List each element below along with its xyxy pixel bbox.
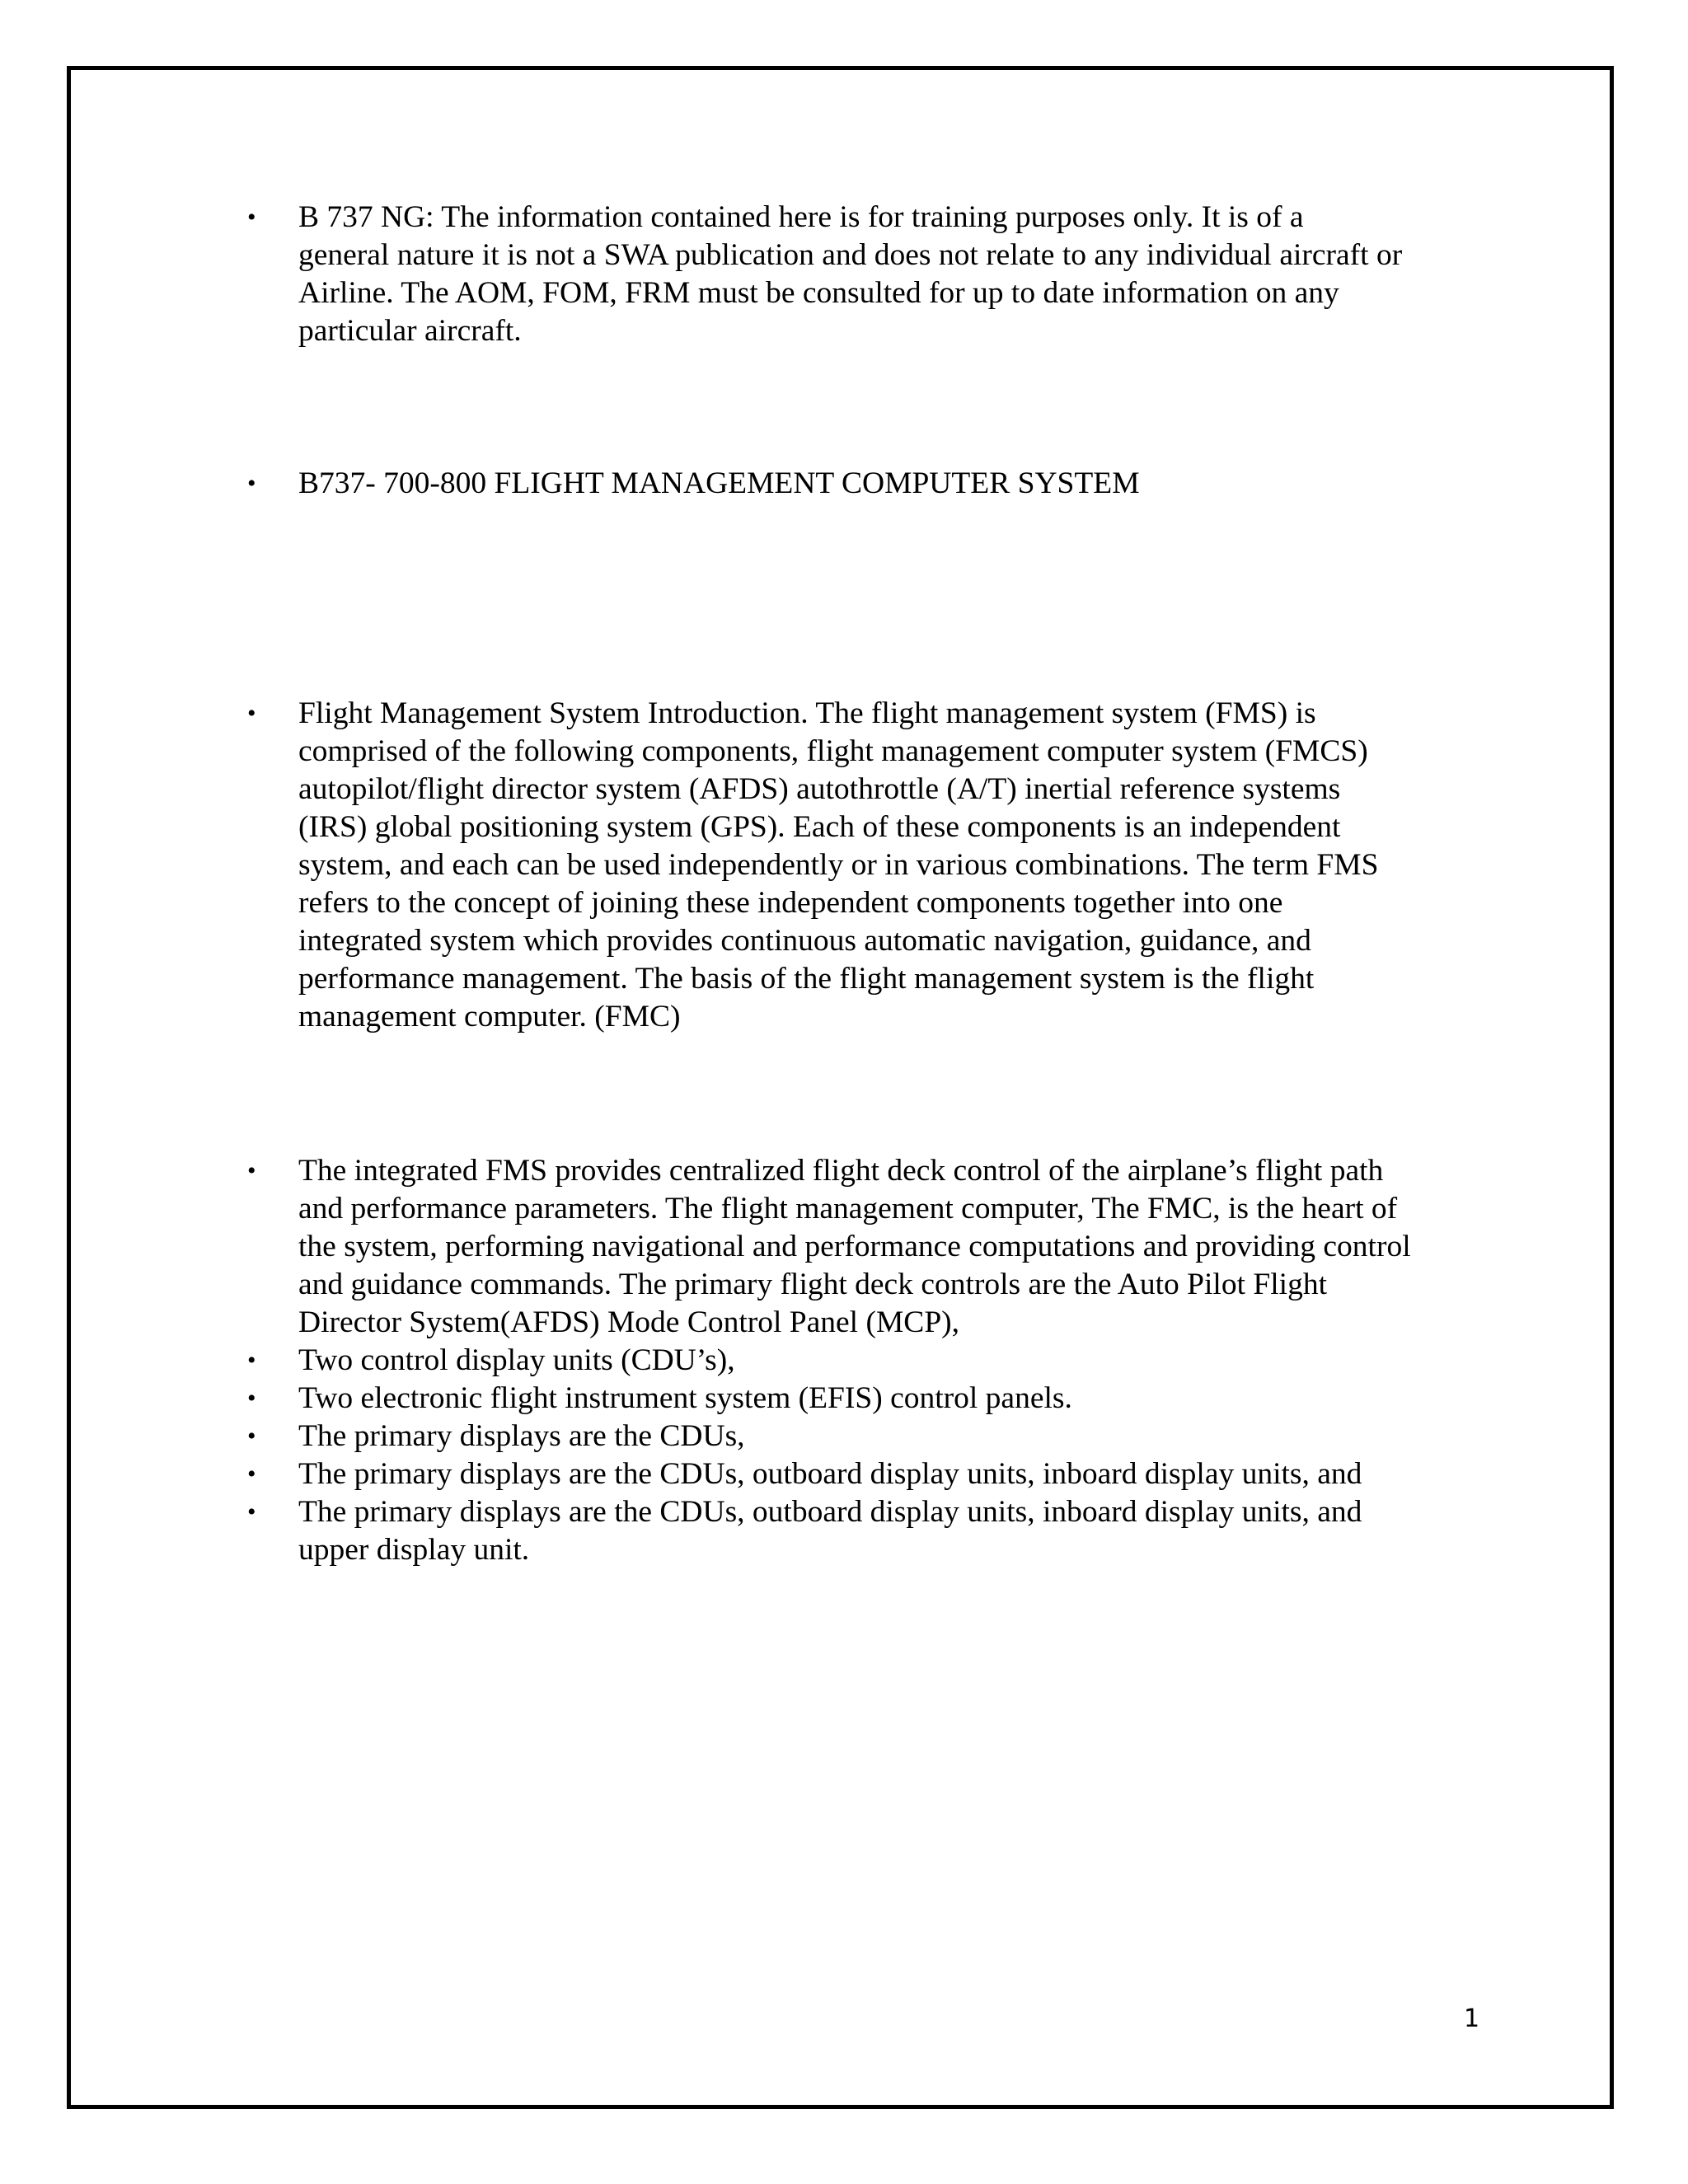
paragraph-fms-introduction: Flight Management System Introduction. The flight management system (FMS) is comprised of the following components, flight management computer system (FMCS) autopilot/flight director system (AFDS) autothrottle (A/T) inertial reference systems (IRS) global positioning system (GPS). Each of these components is an independent system, and each can be used independently or in various combinations. The term FMS refers to the concept of joining these independent components together into one integrated system which provides continuous automatic navigation, guidance, and performance management. The basis of the flight management system is the flight management computer. (FMC)	[298, 696, 1379, 1033]
bullet-icon: •	[247, 1460, 256, 1488]
bullet-icon: •	[247, 1157, 256, 1184]
bullet-icon: •	[247, 1422, 256, 1450]
bullet-icon: •	[247, 470, 256, 497]
list-item-text: The primary displays are the CDUs, outboard display units, inboard display units, and	[298, 1457, 1362, 1491]
list-item-text: The primary displays are the CDUs,	[298, 1419, 745, 1453]
bullet-icon: •	[247, 204, 256, 231]
bullet-icon: •	[247, 1498, 256, 1526]
bullet-icon: •	[247, 700, 256, 727]
list-item-text: Two control display units (CDU’s),	[298, 1343, 735, 1377]
bullet-icon: •	[247, 1347, 256, 1374]
paragraph-disclaimer: B 737 NG: The information contained here is for training purposes only. It is of a general nature it is not a SWA publication and does not relate to any individual aircraft or Airline. The AOM, FOM, FRM must be consulted for up to date information on any particular aircraft.	[298, 200, 1403, 348]
bullet-icon: •	[247, 1385, 256, 1412]
document-title: B737- 700-800 FLIGHT MANAGEMENT COMPUTER SYSTEM	[298, 466, 1140, 500]
list-item-text: Two electronic flight instrument system (EFIS) control panels.	[298, 1381, 1072, 1415]
paragraph-integrated-fms: The integrated FMS provides centralized flight deck control of the airplane’s flight path and performance parameters. The flight management computer, The FMC, is the heart of the system, performing navigational and performance computations and providing control and guidance commands. The primary flight deck controls are the Auto Pilot Flight Director System(AFDS) Mode Control Panel (MCP),	[298, 1154, 1411, 1339]
page-number: 1	[1464, 2004, 1480, 2033]
list-item-text: The primary displays are the CDUs, outboard display units, inboard display units, and upper display unit.	[298, 1495, 1362, 1567]
